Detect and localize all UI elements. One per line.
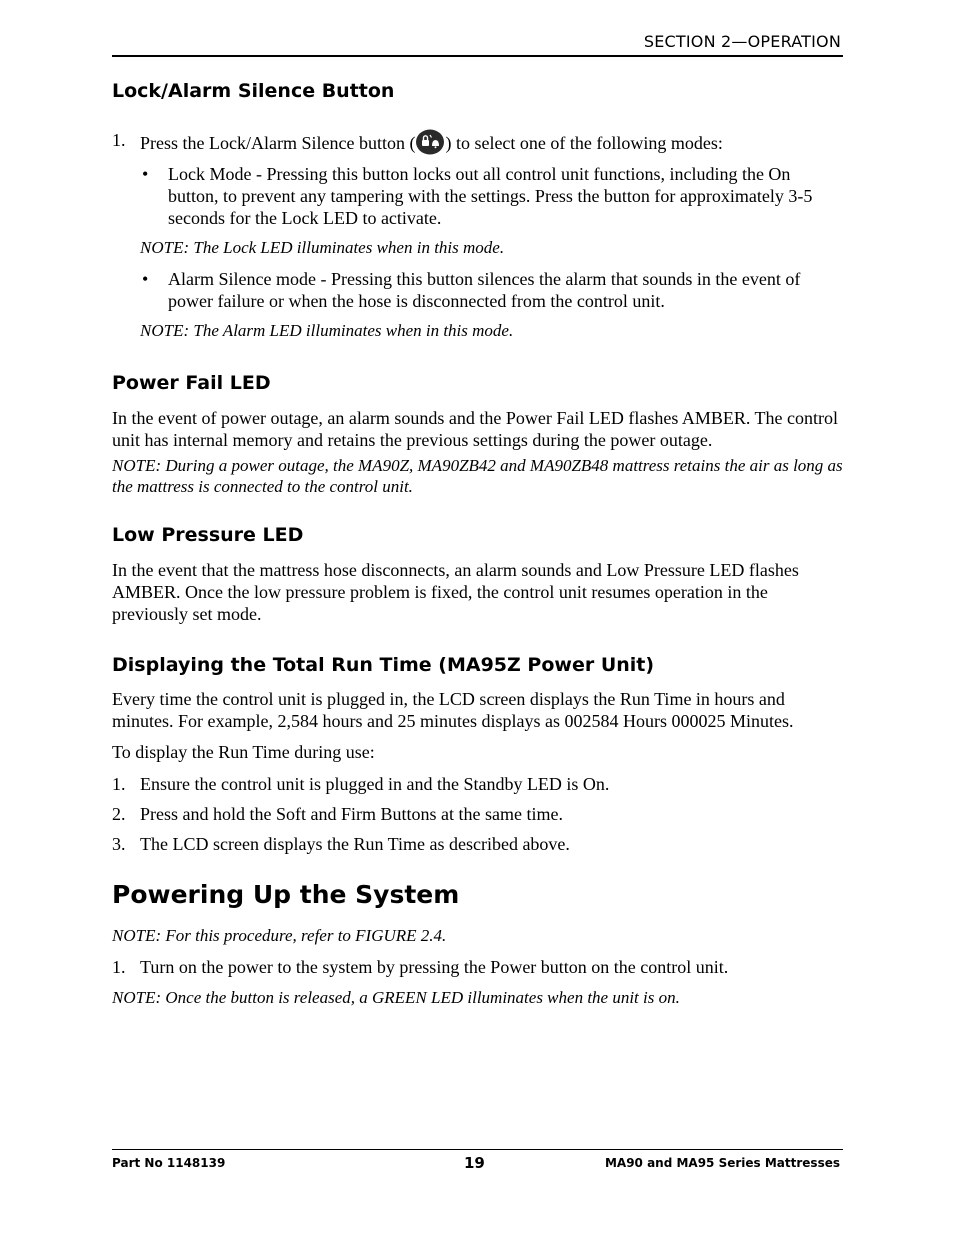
heading-low-pressure: Low Pressure LED [112,524,304,546]
power-fail-body: In the event of power outage, an alarm sounds and the Power Fail LED flashes AMBER. The control unit has internal memory and retains the previous settings during the power outage. [112,408,839,450]
run-time-intro: To display the Run Time during use: [112,742,375,762]
step-number: 1. [112,957,126,977]
note-alarm-led: NOTE: The Alarm LED illuminates when in this mode. [140,321,514,340]
document-page [112,0,843,1235]
heading-powering-up: Powering Up the System [112,880,460,909]
header-rule [112,55,843,57]
running-header: SECTION 2—OPERATION [643,32,841,51]
run-time-step-2 [112,803,843,825]
power-up-step-1 [112,956,843,978]
step-number: 2. [112,804,126,824]
lock-bell-icon [415,129,445,155]
lock-step-1-text-after: ) to select one of the following modes: [445,133,723,153]
bullet-lock-mode [112,163,843,229]
run-time-step-3-text: The LCD screen displays the Run Time as described above. [140,834,570,854]
lock-step-1-text-before: Press the Lock/Alarm Silence button ( [140,133,416,153]
footer-part-number: Part No 1148139 [112,1156,226,1170]
run-time-body: Every time the control unit is plugged in, the LCD screen displays the Run Time in hours and minutes. For example, 2,584 hours and 25 minutes displays as 002584 Hours 000025 Minutes. [112,689,794,731]
run-time-step-1 [112,773,843,795]
bullet-alarm-silence-text: Alarm Silence mode - Pressing this button silences the alarm that sounds in the event of power failure or when the hose is disconnected from the control unit. [168,269,801,311]
bullet-lock-mode-text: Lock Mode - Pressing this button locks out all control unit functions, including the On button, to prevent any tampering with the settings. Press the button for approximately 3-5 seconds for the Lock LED to activate. [168,164,813,228]
run-time-step-1-text: Ensure the control unit is plugged in and the Standby LED is On. [140,774,610,794]
footer-rule [112,1149,843,1150]
note-green-led: NOTE: Once the button is released, a GREEN LED illuminates when the unit is on. [112,988,680,1007]
lock-step-1 [112,129,843,155]
step-number: 1. [112,130,126,150]
run-time-step-3 [112,833,843,855]
note-lock-led: NOTE: The Lock LED illuminates when in this mode. [140,238,505,257]
footer-page-number: 19 [464,1154,485,1172]
power-up-step-1-text: Turn on the power to the system by pressing the Power button on the control unit. [140,957,729,977]
bullet-dot: • [142,164,149,184]
note-figure-ref: NOTE: For this procedure, refer to FIGURE 2.4. [112,926,447,945]
heading-lock-alarm: Lock/Alarm Silence Button [112,80,395,102]
heading-power-fail: Power Fail LED [112,372,271,394]
run-time-step-2-text: Press and hold the Soft and Firm Buttons at the same time. [140,804,563,824]
low-pressure-body: In the event that the mattress hose disconnects, an alarm sounds and Low Pressure LED flashes AMBER. Once the low pressure problem is fixed, the control unit resumes operation in the previously set mode. [112,560,799,624]
page-content [112,79,843,1008]
note-power-outage: NOTE: During a power outage, the MA90Z, MA90ZB42 and MA90ZB48 mattress retains the air as long as the mattress is connected to the control unit. [112,456,843,496]
step-number: 3. [112,834,126,854]
step-number: 1. [112,774,126,794]
bullet-alarm-silence [112,268,843,312]
heading-run-time: Displaying the Total Run Time (MA95Z Power Unit) [112,654,655,676]
bullet-dot: • [142,269,149,289]
footer-document-title: MA90 and MA95 Series Mattresses [604,1156,840,1170]
